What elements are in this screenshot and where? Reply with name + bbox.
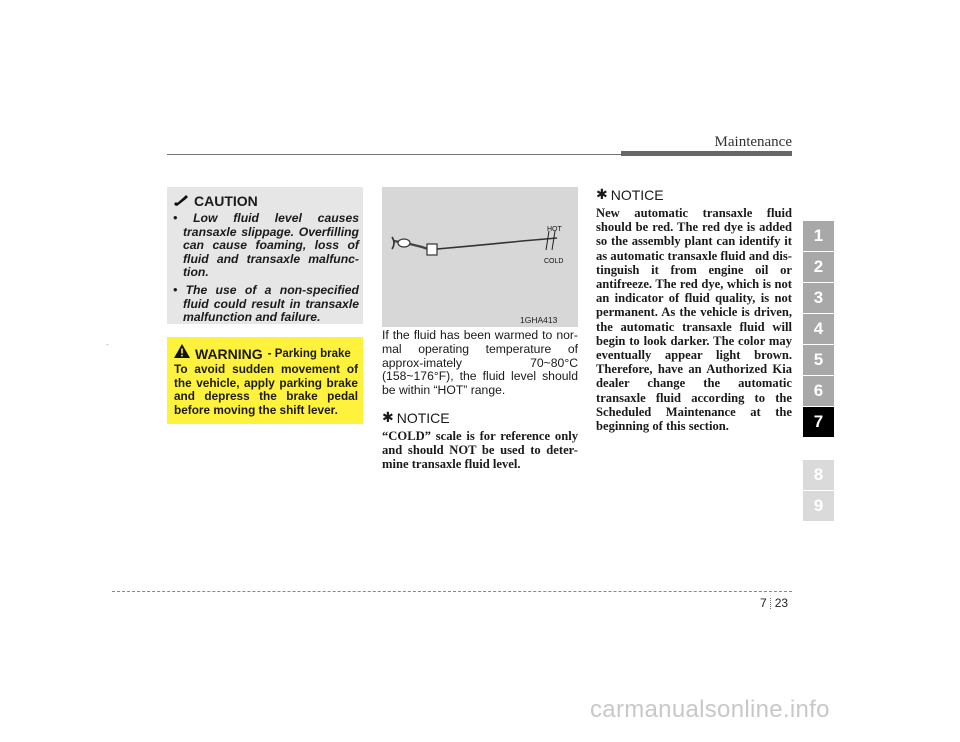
- dipstick-figure: [382, 187, 578, 327]
- notice-header: [596, 186, 664, 203]
- caution-list: [173, 212, 359, 329]
- star-cross-icon: ✱: [596, 186, 608, 202]
- footer-rule: [112, 591, 792, 592]
- warning-text: To avoid sudden movement of the vehicle, apply parking brake and depress the brake pedal before moving the shift lever.: [174, 362, 358, 418]
- chapter-tab-8[interactable]: 8: [803, 460, 834, 490]
- chapter-tab-4[interactable]: 4: [803, 314, 834, 344]
- caution-item: • The use of a non-specified fluid could result in transaxle malfunction and failure.: [173, 282, 359, 325]
- watermark: carmanualsonline.info: [590, 696, 830, 723]
- warning-subtitle: - Parking brake: [267, 347, 351, 360]
- chapter-tab-6[interactable]: 6: [803, 376, 834, 406]
- notice-text: New automatic transaxle fluid should be red. The red dye is added so the assembly plant can identify it as automatic transaxle fluid and dis-tinguish it from engine oil or antifreeze. The red dye, which is not an indicator of fluid quality, is not permanent. As the vehicle is driven, the automatic transaxle fluid will begin to look darker. The color may eventually appear light brown. Therefore, have an Authorized Kia dealer change the automatic transaxle fluid according to the Scheduled Maintenance at the beginning of this section.: [596, 206, 792, 434]
- notice-title: NOTICE: [610, 186, 664, 203]
- chapter-tab-2[interactable]: 2: [803, 252, 834, 282]
- notice-header: [382, 409, 450, 426]
- cold-label: COLD: [544, 258, 564, 265]
- hot-label: HOT: [547, 226, 562, 233]
- chapter-tab-5[interactable]: 5: [803, 345, 834, 375]
- warning-header: [174, 344, 351, 363]
- warning-title: WARNING: [195, 345, 263, 362]
- caution-header: [173, 193, 258, 209]
- warning-triangle-icon: [174, 344, 190, 363]
- star-cross-icon: ✱: [382, 409, 394, 425]
- notice-text: “COLD” scale is for reference only and should NOT be used to deter-mine transaxle fluid level.: [382, 429, 578, 471]
- notice-title: NOTICE: [396, 409, 450, 426]
- chapter-tab-1[interactable]: 1: [803, 221, 834, 251]
- page-chapter: 7: [760, 596, 767, 610]
- section-title: Maintenance: [714, 134, 792, 150]
- chapter-tab-7[interactable]: 7: [803, 407, 834, 437]
- chapter-tab-3[interactable]: 3: [803, 283, 834, 313]
- page-separator: [770, 598, 772, 609]
- caution-title: CAUTION: [194, 193, 258, 209]
- chapter-tab-9[interactable]: 9: [803, 491, 834, 521]
- wrench-icon: [173, 193, 189, 209]
- fluid-level-paragraph: If the fluid has been warmed to nor-mal operating temperature of approx-imately 70~80°C (158~176°F), the fluid level should be within “HOT” range.: [382, 328, 578, 398]
- header-rule-accent: [621, 151, 792, 156]
- dipstick-illustration: [382, 187, 578, 327]
- margin-dot: -: [106, 340, 109, 349]
- figure-code: 1GHA413: [520, 315, 558, 325]
- caution-item: • Low fluid level causes transaxle slippage. Overfilling can cause foaming, loss of fluid and transaxle malfunc-tion.: [173, 211, 359, 280]
- page-index: 23: [774, 596, 789, 610]
- page-number: [760, 596, 788, 610]
